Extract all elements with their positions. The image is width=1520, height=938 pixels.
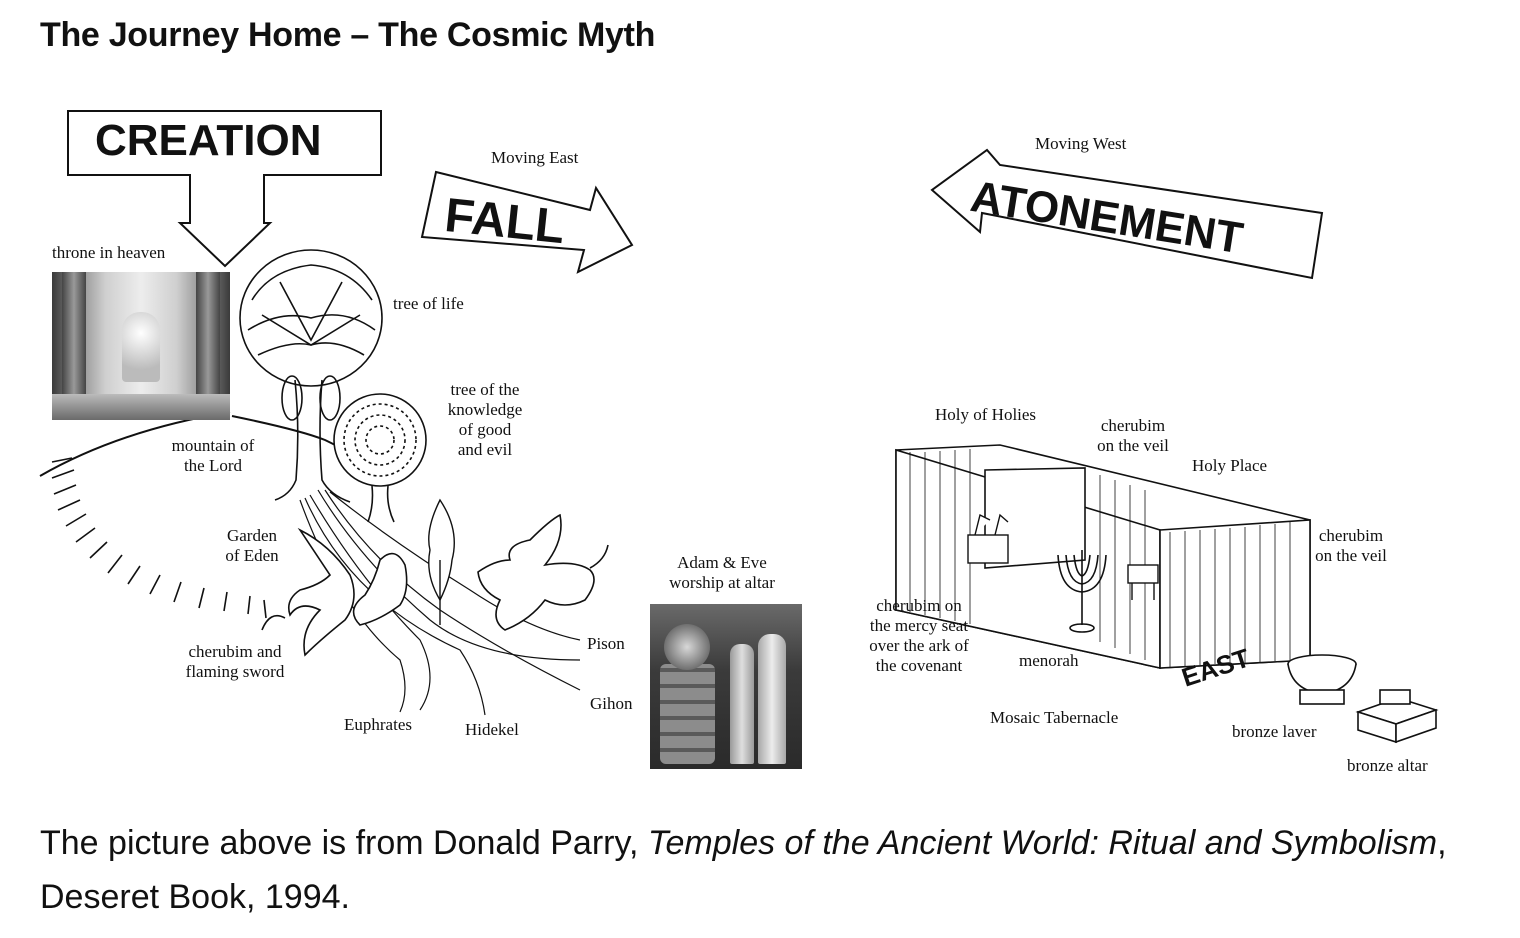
east-label: EAST [1178,642,1254,693]
label-bronze-altar: bronze altar [1347,756,1428,775]
creation-label: CREATION [95,116,322,165]
caption-prefix: The picture above is from Donald Parry, [40,824,648,862]
label-garden-of-eden: Garden of Eden [225,526,279,565]
flaming-sword [429,500,455,625]
label-tree-of-knowledge: tree of the knowledge of good and evil [447,380,523,459]
label-holy-place: Holy Place [1192,456,1268,475]
tree-of-knowledge [334,394,426,522]
caption-book-title: Temples of the Ancient World: Ritual and Symbolism [647,824,1438,862]
page-title: The Journey Home – The Cosmic Myth [40,16,656,54]
throne-in-heaven-image [52,272,230,420]
fall-label: FALL [442,188,568,255]
moving-east-label: Moving East [491,148,579,167]
label-cherubim-veil-1: cherubim on the veil [1097,416,1169,455]
label-mountain-of-the-lord: mountain of the Lord [171,436,255,475]
source-caption [40,816,1480,924]
label-tree-of-life: tree of life [393,294,464,313]
label-adam-eve: Adam & Eve worship at altar [669,553,775,592]
label-mosaic-tabernacle: Mosaic Tabernacle [990,708,1119,727]
cherubim-right [478,515,608,630]
bronze-laver-drawing [1288,655,1356,704]
label-holy-of-holies: Holy of Holies [935,405,1037,424]
moving-west-label: Moving West [1035,134,1127,153]
label-hidekel: Hidekel [465,720,519,739]
label-cherubim-veil-2: cherubim on the veil [1315,526,1387,565]
label-cherubim-mercy-seat: cherubim on the mercy seat over the ark of the covenant [869,596,969,675]
adam-eve-altar-image [650,604,802,769]
caption-suffix: , Deseret Book, 1994. [40,824,1447,916]
label-bronze-laver: bronze laver [1232,722,1317,741]
label-throne-in-heaven: throne in heaven [52,243,166,262]
label-menorah: menorah [1019,651,1079,670]
atonement-label: ATONEMENT [967,172,1247,264]
label-pison: Pison [587,634,625,653]
label-gihon: Gihon [590,694,633,713]
label-euphrates: Euphrates [344,715,412,734]
bronze-altar-drawing [1358,690,1436,742]
label-cherubim-flaming-sword: cherubim and flaming sword [185,642,285,681]
